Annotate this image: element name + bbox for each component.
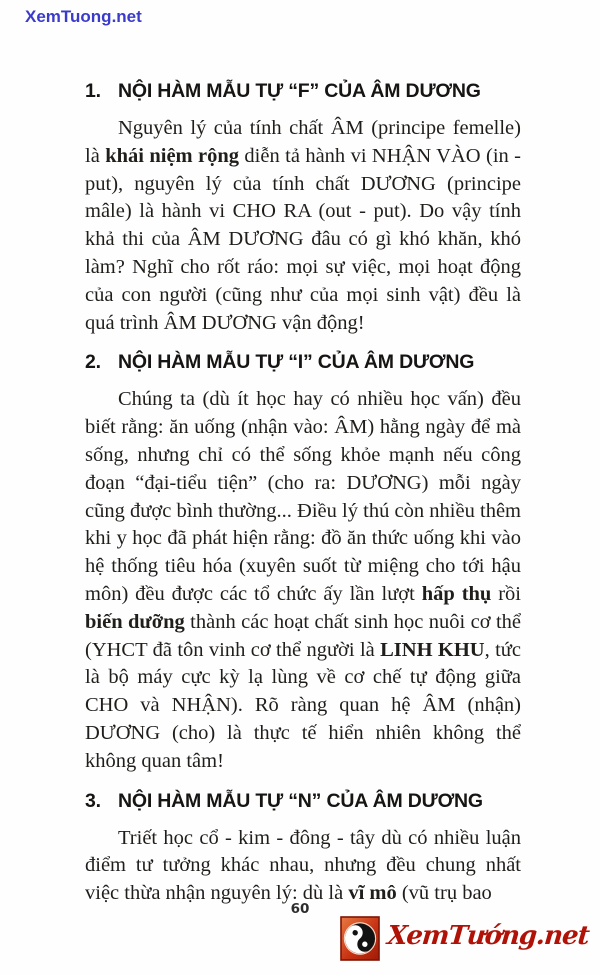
- section-heading-2: [85, 351, 521, 373]
- section-title: NỘI HÀM MẪU TỰ “F” CỦA ÂM DƯƠNG: [118, 80, 481, 102]
- paragraph: Nguyên lý của tính chất ÂM (principe femelle) là khái niệm rộng diễn tả hành vi NHẬN VÀO (in - put), nguyên lý của tính chất DƯƠNG (principe mâle) là hành vi CHO RA (out - put). Do vậy tính khả thi của ÂM DƯƠNG đâu có gì khó khăn, khó làm? Nghĩ cho rốt ráo: mọi sự việc, mọi hoạt động của con người (cũng như của mọi sinh vật) đều là quá trình ÂM DƯƠNG vận động!: [85, 117, 521, 334]
- page-content: [85, 80, 521, 917]
- paragraph: Triết học cổ - kim - đông - tây dù có nhiều luận điểm tư tưởng khác nhau, nhưng đều chung nhất việc thừa nhận nguyên lý: dù là vĩ mô (vũ trụ bao: [85, 826, 521, 905]
- section-number: 1.: [85, 80, 101, 102]
- site-logo[interactable]: [340, 916, 588, 961]
- site-logo-text: XemTướng.net: [385, 920, 590, 951]
- section-heading-1: [85, 80, 521, 102]
- section-number: 3.: [85, 789, 101, 812]
- yin-yang-icon: [340, 916, 380, 961]
- section-heading-3: [85, 790, 521, 812]
- section-title: NỘI HÀM MẪU TỰ “N” CỦA ÂM DƯƠNG: [118, 789, 483, 812]
- watermark-link-top[interactable]: XemTuong.net: [25, 7, 142, 26]
- paragraph: Chúng ta (dù ít học hay có nhiều học vấn) đều biết rằng: ăn uống (nhận vào: ÂM) hằng ngày để mà sống, nhưng chỉ có thể sống khỏe mạnh nếu công đoạn “đại-tiểu tiện” (cho ra: DƯƠNG) mỗi ngày cũng được bình thường... Điều lý thú còn nhiều thêm khi y học đã phát hiện rằng: đồ ăn thức uống khi vào hệ thống tiêu hóa (xuyên suốt từ miệng cho tới hậu môn) đều được các tổ chức ấy lần lượt hấp thụ rồi biến dưỡng thành các hoạt chất sinh học nuôi cơ thể (YHCT đã tôn vinh cơ thể người là LINH KHU, tức là bộ máy cực kỳ lạ lùng về cơ chế tự động giữa CHO và NHẬN). Rõ ràng quan hệ ÂM (nhận) DƯƠNG (cho) là thực tế hiển nhiên không thể không quan tâm!: [85, 388, 521, 772]
- section-number: 2.: [85, 351, 101, 374]
- section-title: NỘI HÀM MẪU TỰ “I” CỦA ÂM DƯƠNG: [118, 351, 475, 374]
- page-number: 60: [290, 901, 310, 917]
